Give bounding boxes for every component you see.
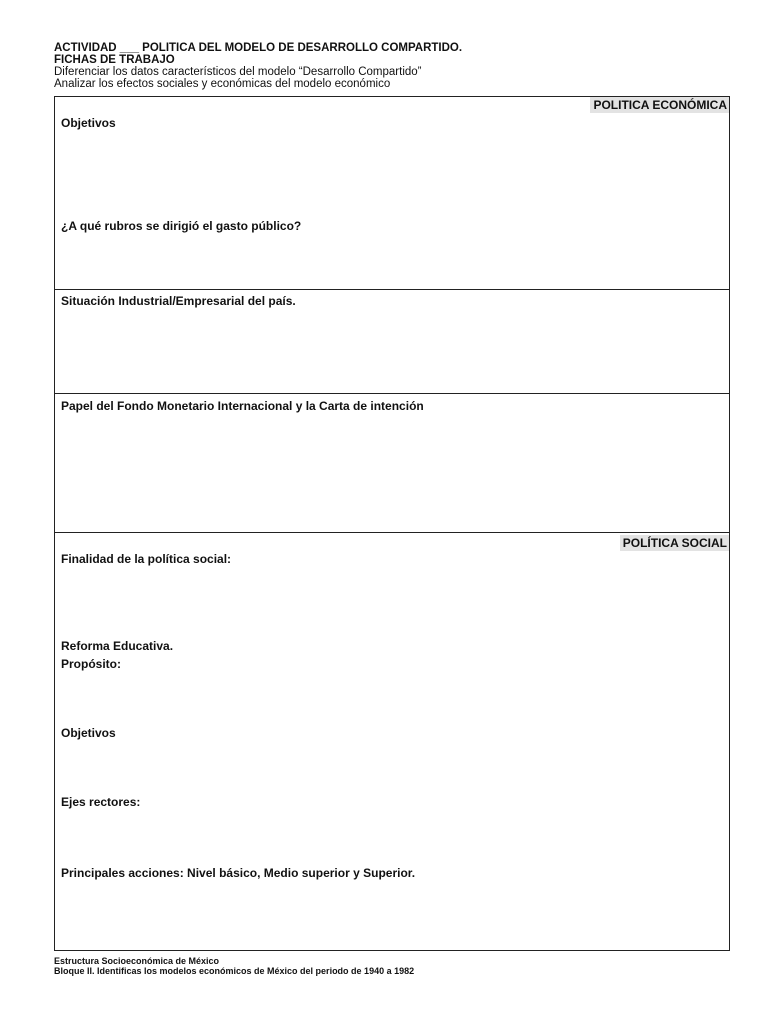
- label-gasto-publico: ¿A qué rubros se dirigió el gasto público?: [61, 219, 302, 233]
- label-fmi: Papel del Fondo Monetario Internacional y la Carta de intención: [61, 399, 424, 413]
- footer-block: Bloque II. Identificas los modelos económicos de México del periodo de 1940 a 1982: [54, 966, 415, 976]
- page-footer: [54, 956, 734, 976]
- label-objetivos-social: Objetivos: [61, 726, 116, 740]
- instruction-line-2: Analizar los efectos sociales y económicas del modelo económico: [54, 78, 391, 90]
- label-ejes-rectores: Ejes rectores:: [61, 795, 141, 809]
- label-finalidad: Finalidad de la política social:: [61, 552, 232, 566]
- section-industrial: [55, 289, 729, 393]
- activity-subtitle: FICHAS DE TRABAJO: [54, 54, 175, 66]
- activity-title: ACTIVIDAD ___ POLITICA DEL MODELO DE DESARROLLO COMPARTIDO.: [54, 42, 463, 54]
- instruction-line-1: Diferenciar los datos característicos del modelo “Desarrollo Compartido”: [54, 66, 422, 78]
- section-economic-objectives: [55, 97, 729, 289]
- section-fmi: [55, 393, 729, 532]
- label-principales-acciones: Principales acciones: Nivel básico, Medio superior y Superior.: [61, 866, 416, 880]
- label-objetivos-economic: Objetivos: [61, 116, 116, 130]
- label-situacion-industrial: Situación Industrial/Empresarial del país.: [61, 294, 296, 308]
- economic-policy-tag: POLITICA ECONÓMICA: [590, 97, 729, 113]
- footer-course: Estructura Socioeconómica de México: [54, 956, 220, 966]
- label-reforma-educativa: Reforma Educativa.: [61, 639, 174, 653]
- worksheet-form: [54, 96, 730, 951]
- label-proposito: Propósito:: [61, 657, 121, 671]
- social-policy-tag: POLÍTICA SOCIAL: [620, 535, 729, 551]
- worksheet-header: [54, 42, 734, 90]
- section-social-policy: [55, 532, 729, 950]
